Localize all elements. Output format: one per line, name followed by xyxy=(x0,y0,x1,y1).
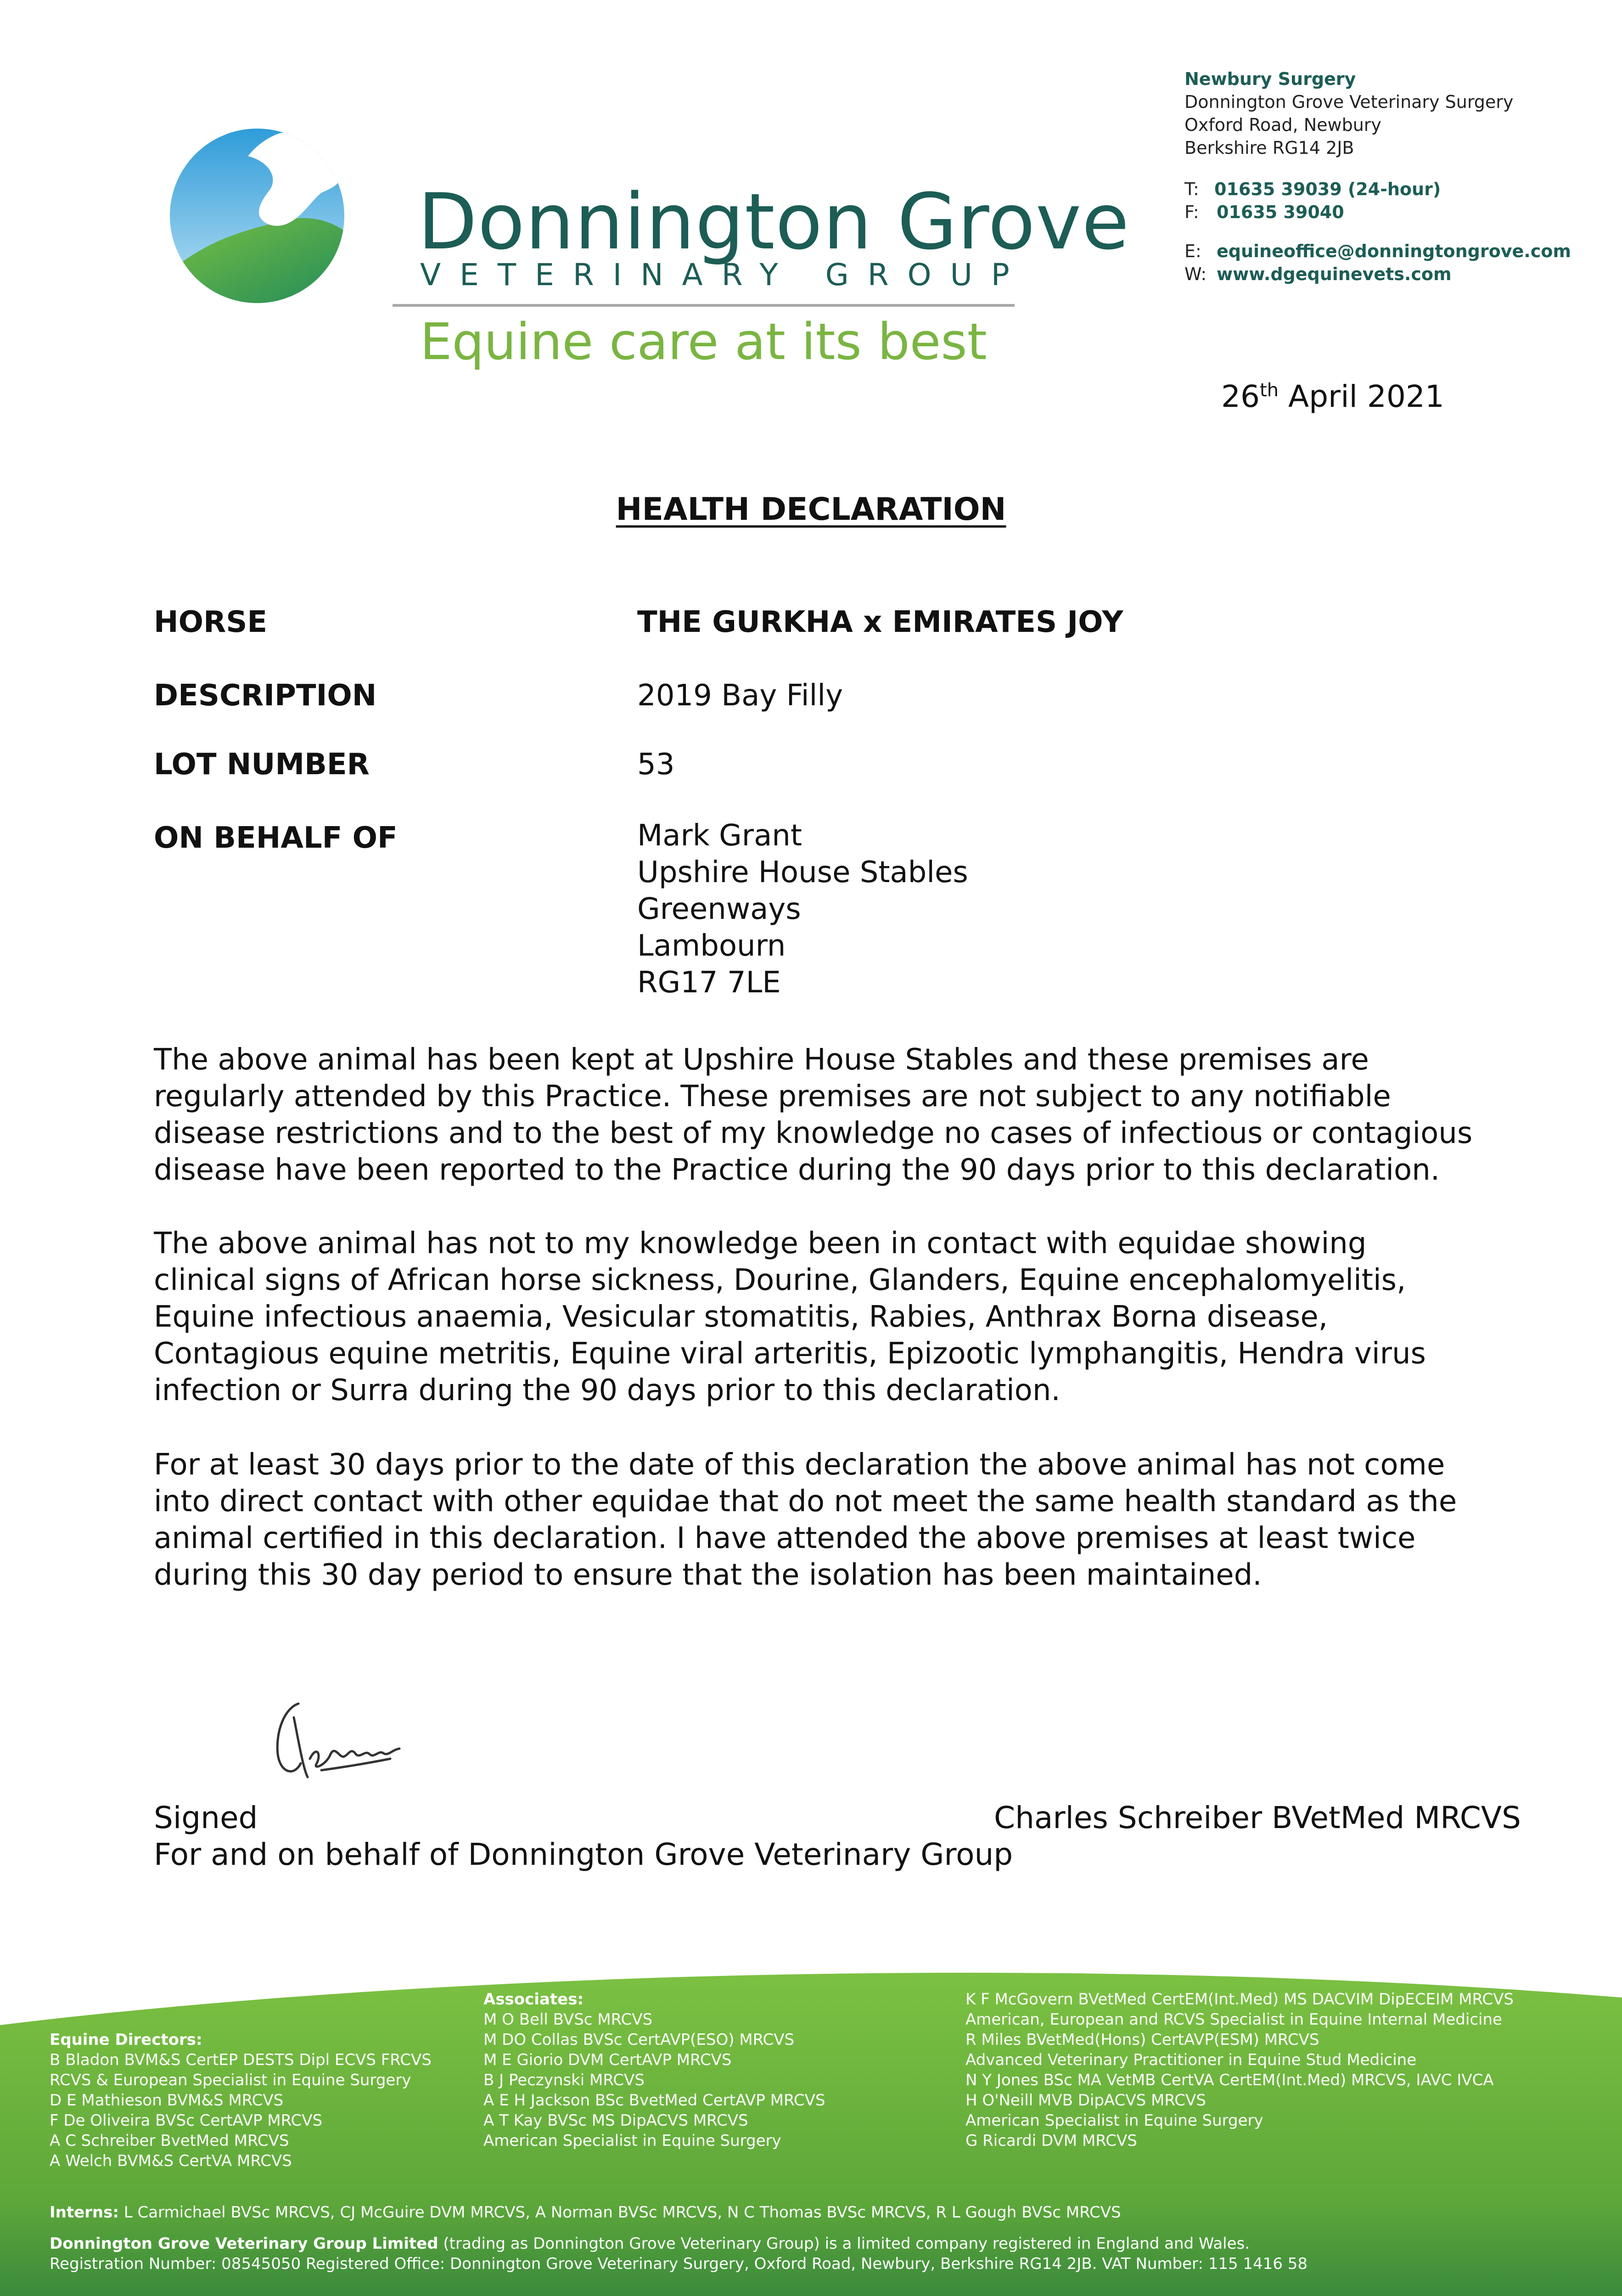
email-link[interactable]: equineoffice@donningtongrove.com xyxy=(1217,241,1571,261)
on-behalf-line: For and on behalf of Donnington Grove Veterinary Group xyxy=(154,1837,1013,1872)
lot-value: 53 xyxy=(637,748,675,782)
tel-number[interactable]: 01635 39039 (24-hour) xyxy=(1214,179,1441,199)
brand-name: Donnington Grove xyxy=(418,177,1130,267)
web-label: W: xyxy=(1184,264,1207,284)
document-date: 26th April 2021 xyxy=(1221,379,1444,414)
web-link[interactable]: www.dgequinevets.com xyxy=(1217,264,1452,284)
surgery-name: Newbury Surgery xyxy=(1184,69,1356,89)
address-line: Greenways xyxy=(637,892,801,926)
address-line: Lambourn xyxy=(637,929,786,963)
declaration-paragraph: For at least 30 days prior to the date of this declaration the above animal has not come into direct contact with other equidae that do not meet the same health standard as the animal certified in this declaration. I have attended the above premises at least twice during this 30 day period to ensure that the isolation has been maintained. xyxy=(154,1448,1457,1592)
brand-group: VETERINARY GROUP xyxy=(420,257,1028,293)
horse-label: HORSE xyxy=(154,605,268,639)
interns-line: Interns: L Carmichael BVSc MRCVS, CJ McGuire DVM MRCVS, A Norman BVSc MRCVS, N C Thomas BVSc MRCVS, R L Gough BVSc MRCVS xyxy=(50,2203,1121,2222)
lot-label: LOT NUMBER xyxy=(154,748,370,782)
description-value: 2019 Bay Filly xyxy=(637,679,843,713)
brand-divider xyxy=(393,304,1015,307)
associates-list-2: K F McGovern BVetMed CertEM(Int.Med) MS DACVIM DipECEIM MRCVS American, European and RCVS Specialist in Equine Internal Medicine R Miles BVetMed(Hons) CertAVP(ESM) MRCVS Advanced Veterinary Practitioner in Equine Stud Medicine N Y Jones BSc MA VetMB CertVA CertEM(Int.Med) MRCVS, IAVC IVCA H O'Neill MVB DipACVS MRCVS American Specialist in Equine Surgery G Ricardi DVM MRCVS xyxy=(965,1990,1514,2150)
associates-list: Associates: M O Bell BVSc MRCVS M DO Collas BVSc CertAVP(ESO) MRCVS M E Giorio DVM CertAVP MRCVS B J Peczynski MRCVS A E H Jackson BSc BvetMed CertAVP MRCVS A T Kay BVSc MS DipACVS MRCVS American Specialist in Equine Surgery xyxy=(483,1990,825,2150)
address-line: Mark Grant xyxy=(637,819,802,853)
address-line: Donnington Grove Veterinary Surgery xyxy=(1184,92,1514,112)
declaration-paragraph: The above animal has been kept at Upshire House Stables and these premises are regularly attended by this Practice. These premises are not subject to any notifiable disease restrictions and to the best of my knowledge no cases of infectious or contagious disease have been reported to the Practice during the 90 days prior to this declaration. xyxy=(154,1043,1473,1187)
address-line: Berkshire RG14 2JB xyxy=(1184,138,1354,158)
declaration-paragraph: The above animal has not to my knowledge been in contact with equidae showing clinical signs of African horse sickness, Dourine, Glanders, Equine encephalomyelitis, Equine infectious anaemia, Vesicular stomatitis, Rabies, Anthrax Borna disease, Contagious equine metritis, Equine viral arteritis, Epizootic lymphangitis, Hendra virus infection or Surra during the 90 days prior to this declaration. xyxy=(154,1227,1426,1407)
signed-label: Signed xyxy=(154,1800,258,1835)
address-line: Upshire House Stables xyxy=(637,855,968,889)
directors-list: Equine Directors: B Bladon BVM&S CertEP DESTS Dipl ECVS FRCVS RCVS & European Specialist in Equine Surgery D E Mathieson BVM&S MRCVS F De Oliveira BVSc CertAVP MRCVS A C Schreiber BvetMed MRCVS A Welch BVM&S CertVA MRCVS xyxy=(50,2031,432,2170)
signatory-name: Charles Schreiber BVetMed MRCVS xyxy=(994,1800,1521,1835)
document-title: HEALTH DECLARATION xyxy=(616,491,1006,528)
logo-horse-icon xyxy=(165,124,349,308)
brand-tagline: Equine care at its best xyxy=(420,312,987,371)
behalf-address xyxy=(637,817,968,1001)
behalf-label: ON BEHALF OF xyxy=(154,821,398,855)
address-line: RG17 7LE xyxy=(637,966,781,1000)
fax-number: 01635 39040 xyxy=(1217,202,1344,222)
address-line: Oxford Road, Newbury xyxy=(1184,115,1381,135)
tel-label: T: xyxy=(1184,179,1199,199)
handwritten-signature xyxy=(266,1690,413,1791)
horse-value: THE GURKHA x EMIRATES JOY xyxy=(637,605,1123,639)
registration-line: Registration Number: 08545050 Registered Office: Donnington Grove Veterinary Surgery, Oxford Road, Newbury, Berkshire RG14 2JB. VAT Number: 115 1416 58 xyxy=(50,2255,1308,2273)
fax-label: F: xyxy=(1184,202,1199,222)
email-label: E: xyxy=(1184,241,1201,261)
company-line: Donnington Grove Veterinary Group Limited (trading as Donnington Grove Veterinary Group) is a limited company registered in England and Wales. xyxy=(50,2234,1250,2253)
description-label: DESCRIPTION xyxy=(154,679,377,713)
